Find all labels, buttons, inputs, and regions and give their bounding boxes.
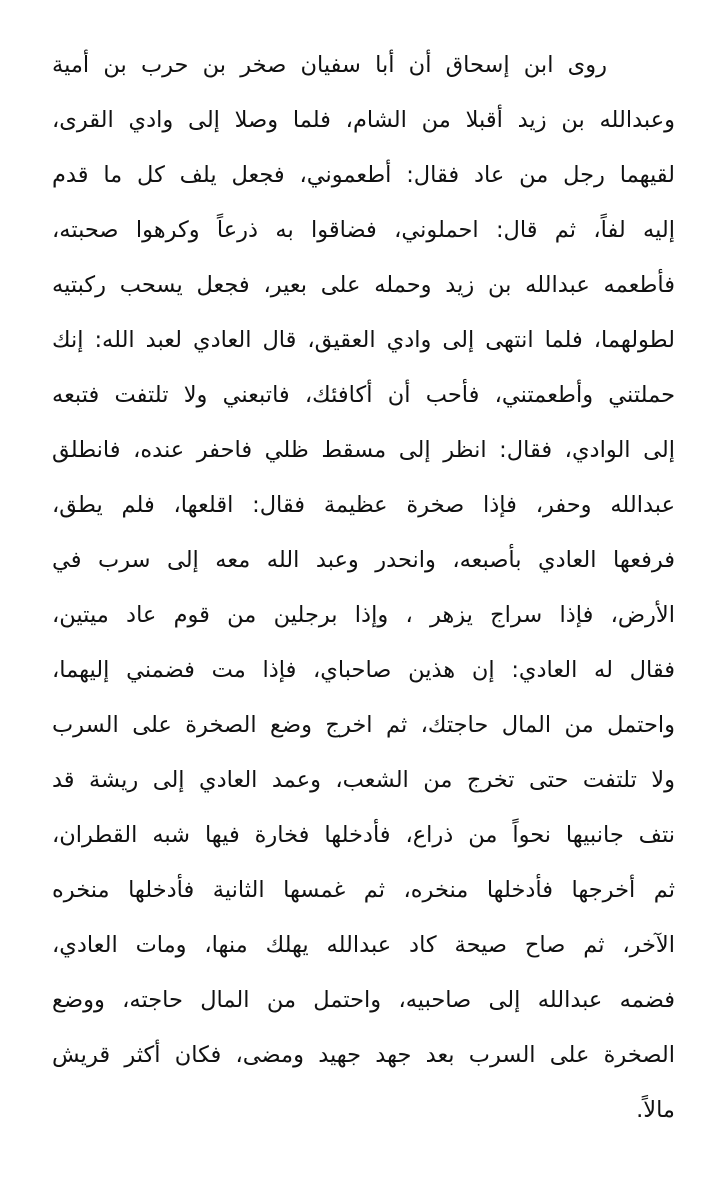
text-line-17: الآخر، ثم صاح صيحة كاد عبدالله يهلك منها، ومات العادي، bbox=[52, 932, 675, 958]
text-line-6: لطولهما، فلما انتهى إلى وادي العقيق، قال العادي لعبد الله: إنك bbox=[52, 327, 675, 353]
text-line-3: لقيهما رجل من عاد فقال: أطعموني، فجعل يلف كل ما قدم bbox=[52, 162, 675, 188]
text-line-15: نتف جانبيها نحواً من ذراع، فأدخلها فخارة فيها شبه القطران، bbox=[52, 822, 675, 848]
text-line-4: إليه لفاً، ثم قال: احملوني، فضاقوا به ذرعاً وكرهوا صحبته، bbox=[52, 217, 675, 243]
text-line-18: فضمه عبدالله إلى صاحبيه، واحتمل من المال حاجته، ووضع bbox=[52, 987, 675, 1013]
text-line-14: ولا تلتفت حتى تخرج من الشعب، وعمد العادي إلى ريشة قد bbox=[52, 767, 675, 793]
text-line-12: فقال له العادي: إن هذين صاحباي، فإذا مت فضمني إليهما، bbox=[52, 657, 675, 683]
text-line-10: فرفعها العادي بأصبعه، وانحدر وعبد الله معه إلى سرب في bbox=[52, 547, 675, 573]
text-line-8: إلى الوادي، فقال: انظر إلى مسقط ظلي فاحفر عنده، فانطلق bbox=[52, 437, 675, 463]
text-line-13: واحتمل من المال حاجتك، ثم اخرج وضع الصخرة على السرب bbox=[52, 712, 675, 738]
text-line-16: ثم أخرجها فأدخلها منخره، ثم غمسها الثانية فأدخلها منخره bbox=[52, 877, 675, 903]
text-line-2: وعبدالله بن زيد أقبلا من الشام، فلما وصلا إلى وادي القرى، bbox=[52, 107, 675, 133]
text-line-20: مالاً. bbox=[636, 1097, 675, 1123]
text-line-11: الأرض، فإذا سراج يزهر ، وإذا برجلين من قوم عاد ميتين، bbox=[52, 602, 675, 628]
text-line-7: حملتني وأطعمتني، فأحب أن أكافئك، فاتبعني ولا تلتفت فتبعه bbox=[52, 382, 675, 408]
text-line-1: روى ابن إسحاق أن أبا سفيان صخر بن حرب بن أمية bbox=[52, 52, 607, 78]
text-line-5: فأطعمه عبدالله بن زيد وحمله على بعير، فجعل يسحب ركبتيه bbox=[52, 272, 675, 298]
text-line-9: عبدالله وحفر، فإذا صخرة عظيمة فقال: اقلعها، فلم يطق، bbox=[52, 492, 675, 518]
article-paragraph bbox=[52, 38, 675, 1138]
text-line-19: الصخرة على السرب بعد جهد جهيد ومضى، فكان أكثر قريش bbox=[52, 1042, 675, 1068]
